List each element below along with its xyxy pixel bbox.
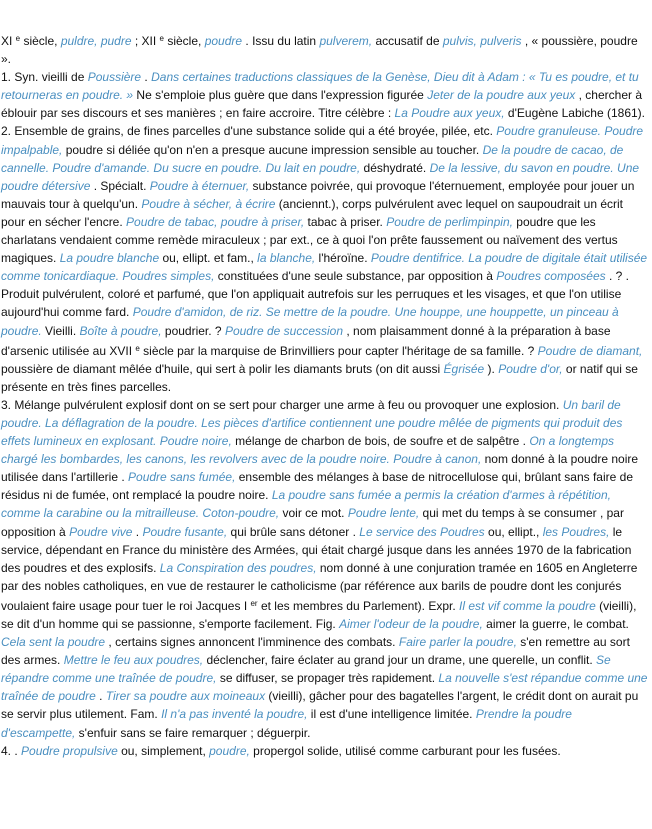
example-phrase: Égrisée — [443, 361, 485, 376]
definition-text: (vieilli), se dit d'un homme qui se passionne, s'emporte facilement. Fig. — [1, 598, 637, 631]
entry-sense-3 — [1, 396, 649, 742]
definition-text: 4. . — [1, 743, 22, 758]
definition-text: ; XII — [131, 34, 160, 48]
definition-text: aimer la guerre, le combat. — [482, 617, 629, 631]
definition-text: l'héroïne. — [315, 251, 371, 266]
definition-text: ou, ellipt., — [484, 524, 543, 539]
example-phrase: Tirer sa poudre aux moineaux — [105, 689, 266, 704]
definition-text: déclencher, faire éclater au grand jour un drame, une querelle, un conflit. — [203, 653, 597, 668]
definition-text: siècle, — [20, 34, 61, 48]
example-phrase: Poudre sans fumée, — [128, 470, 236, 485]
example-phrase: Poudre dentifrice. La poudre de digitale était utilisée comme tonicardiaque. Poudres simples, — [1, 251, 648, 284]
example-phrase: De la lessive, du savon en poudre. Une poudre détersive — [1, 160, 640, 193]
definition-text: nom donné à une conjuration tramée en 1605 en Angleterre par des nobles catholiques, en vue de restaurer le catholicisme (par référence aux barils de poudre dont les conjurés voulaient faire usage pour tuer le roi Jacques I — [1, 560, 638, 613]
definition-text: propergol solide, utilisé comme carburant pour les fusées. — [249, 743, 561, 758]
definition-text: , certains signes annoncent l'imminence des combats. — [105, 635, 399, 650]
definition-text: d'Eugène Labiche (1861). — [504, 106, 645, 121]
example-phrase: La poudre blanche — [59, 251, 160, 266]
example-phrase: pulvis, pulveris — [442, 34, 522, 48]
example-phrase: Le service des Poudres — [359, 524, 485, 539]
entry-etymology — [1, 30, 649, 68]
example-phrase: La nouvelle s'est répandue comme une traînée de poudre — [1, 671, 648, 704]
definition-text: accusatif de — [372, 34, 443, 48]
example-phrase: Poussière — [87, 70, 142, 85]
definition-text: ou, ellipt. et fam., — [159, 251, 258, 266]
definition-text: poudre que les charlatans vendaient comme remède miraculeux ; par ext., ce à quoi l'on prête faussement ou naïvement des vertus magiques. — [1, 214, 618, 266]
definition-text: or natif qui se présente en très fines parcelles. — [1, 361, 638, 394]
entry-sense-4 — [1, 742, 649, 760]
example-phrase: Poudre fusante, — [142, 524, 228, 539]
example-phrase: pulverem, — [319, 34, 373, 48]
example-phrase: Jeter de la poudre aux yeux — [427, 88, 576, 103]
example-phrase: Poudre à sécher, à écrire — [141, 196, 276, 211]
example-phrase: On a longtemps chargé les bombardes, les canons, les revolvers avec de la poudre noire. Poudre à canon, — [1, 434, 615, 467]
entry-sense-1 — [1, 68, 649, 122]
superscript: e — [159, 34, 164, 43]
definition-text: déshydraté. — [360, 160, 430, 175]
definition-text: . — [141, 70, 152, 85]
example-phrase: Poudre d'amidon, de riz. Se mettre de la poudre. Une houppe, une houppette, un pinceau à poudre. — [1, 305, 619, 338]
example-phrase: Poudre granuleuse. Poudre impalpable, — [1, 124, 644, 157]
example-phrase: Prendre la poudre d'escampette, — [1, 707, 572, 740]
superscript: e — [15, 34, 21, 43]
example-phrase: Poudres composées — [496, 269, 606, 284]
example-phrase: La Poudre aux yeux, — [394, 106, 505, 121]
definition-text: mélange de charbon de bois, de soufre et de salpêtre . — [231, 434, 530, 449]
definition-text: qui brûle sans détoner . — [227, 524, 360, 539]
definition-text: s'en remettre au sort des armes. — [1, 635, 630, 668]
superscript: e — [135, 343, 140, 353]
definition-text: , nom plaisamment donné à la préparation à base d'arsenic utilisée au XVII — [1, 323, 611, 358]
example-phrase: Dans certaines traductions classiques de la Genèse, Dieu dit à Adam : « Tu es poudre, et tu retourneras en poudre. » — [1, 70, 639, 103]
example-phrase: Faire parler la poudre, — [398, 635, 517, 650]
definition-text: siècle par la marquise de Brinvilliers pour capter l'héritage de sa famille. ? — [139, 343, 538, 358]
definition-text: poudre si déliée qu'on n'en a presque aucune impression sensible au toucher. — [62, 142, 483, 157]
definition-text: Vieilli. — [41, 323, 80, 338]
definition-text: Ne s'emploie plus guère que dans l'expression figurée — [133, 88, 428, 103]
example-phrase: Il est vif comme la poudre — [459, 598, 596, 613]
example-phrase: Poudre de tabac, poudre à priser, — [126, 214, 305, 229]
definition-text: qui met du temps à se consumer , par opposition à — [1, 506, 624, 539]
definition-text: ). — [484, 361, 499, 376]
example-phrase: les Poudres, — [542, 524, 610, 539]
superscript: er — [250, 598, 258, 608]
definition-text: (anciennt.), corps pulvérulent avec lequel on saupoudrait un écrit pour en sécher l'encre. — [1, 196, 624, 229]
example-phrase: Poudre à éternuer, — [149, 178, 250, 193]
definition-text: 2. Ensemble de grains, de fines parcelles d'une substance solide qui a été broyée, pilée, etc. — [1, 124, 497, 139]
definition-text: (vieilli), gâcher pour des bagatelles l'argent, le crédit dont on aurait pu se servir plus utilement. Fam. — [1, 689, 639, 722]
example-phrase: Boîte à poudre, — [79, 323, 162, 338]
definition-text: substance poivrée, qui provoque l'éternuement, employée pour jouer un mauvais tour à quelqu'un. — [1, 178, 635, 211]
example-phrase: Poudre lente, — [347, 506, 420, 521]
definition-text: il est d'une intelligence limitée. — [307, 707, 476, 722]
definition-text: s'enfuir sans se faire remarquer ; déguerpir. — [75, 725, 311, 740]
definition-text: . — [95, 689, 106, 704]
definition-text: constituées d'une seule substance, par opposition à — [214, 269, 497, 284]
example-phrase: Se répandre comme une traînée de poudre, — [1, 653, 611, 686]
example-phrase: Il n'a pas inventé la poudre, — [161, 707, 308, 722]
definition-text: et les membres du Parlement). Expr. — [257, 598, 460, 613]
example-phrase: poudre — [204, 34, 243, 48]
example-phrase: Mettre le feu aux poudres, — [63, 653, 204, 668]
definition-text: le service, dépendant en France du ministère des Armées, qui était chargé jusque dans les années 1970 de la fabrication des poudres et des explosifs. — [1, 524, 632, 575]
example-phrase: La Conspiration des poudres, — [159, 560, 317, 575]
definition-text: . Spécialt. — [90, 178, 150, 193]
definition-text: , « poussière, poudre ». — [1, 34, 638, 67]
example-phrase: Cela sent la poudre — [1, 635, 106, 650]
definition-text: . ? . Produit pulvérulent, coloré et parfumé, que l'on appliquait autrefois sur les perruques et les visages, et que l'on utilise aujourd'hui comme fard. — [1, 269, 629, 320]
example-phrase: Poudre de diamant, — [537, 343, 643, 358]
example-phrase: Poudre d'or, — [498, 361, 563, 376]
example-phrase: De la poudre de cacao, de cannelle. Poudre d'amande. Du sucre en poudre. Du lait en poudre, — [1, 142, 624, 175]
example-phrase: puldre, pudre — [60, 34, 132, 48]
definition-text: poudrier. ? — [161, 323, 225, 338]
example-phrase: Aimer l'odeur de la poudre, — [339, 617, 483, 631]
definition-text: 3. Mélange pulvérulent explosif dont on se sert pour charger une arme à feu ou provoquer une explosion. — [1, 397, 563, 412]
definition-text: tabac à priser. — [304, 214, 387, 229]
example-phrase: Poudre de perlimpinpin, — [386, 214, 513, 229]
entry-sense-2 — [1, 122, 649, 395]
example-phrase: Un baril de poudre. La déflagration de la poudre. Les pièces d'artifice contiennent une poudre mêlée de pigments qui produit des effets lumineux en explosant. Poudre noire, — [1, 397, 623, 449]
example-phrase: La poudre sans fumée a permis la création d'armes à répétition, comme la carabine ou la mitrailleuse. Coton-poudre, — [1, 488, 611, 521]
definition-text: XI — [1, 34, 16, 48]
definition-text: voir ce mot. — [279, 506, 348, 521]
example-phrase: Poudre propulsive — [21, 743, 118, 758]
definition-text: ensemble des mélanges à base de nitrocellulose qui, brûlant sans faire de résidus ni de fumée, ont remplacé la poudre noire. — [1, 470, 633, 503]
definition-text: nom donné à la poudre noire utilisée dans l'artillerie . — [1, 452, 639, 485]
definition-text: , chercher à éblouir par ses discours et ses manières ; en faire accroire. Titre célèbre : — [1, 88, 642, 121]
example-phrase: la blanche, — [257, 251, 316, 266]
definition-text: ou, simplement, — [117, 743, 210, 758]
definition-text: se diffuser, se propager très rapidement. — [216, 671, 439, 686]
definition-text: . — [132, 524, 143, 539]
example-phrase: poudre, — [209, 743, 250, 758]
definition-text: siècle, — [164, 34, 205, 48]
example-phrase: Poudre vive — [69, 524, 133, 539]
definition-text: poussière de diamant mêlée d'huile, qui sert à polir les diamants bruts (on dit aussi — [1, 361, 444, 376]
definition-text: 1. Syn. vieilli de — [1, 70, 88, 85]
definition-text: . Issu du latin — [242, 34, 320, 48]
example-phrase: Poudre de succession — [224, 323, 344, 338]
